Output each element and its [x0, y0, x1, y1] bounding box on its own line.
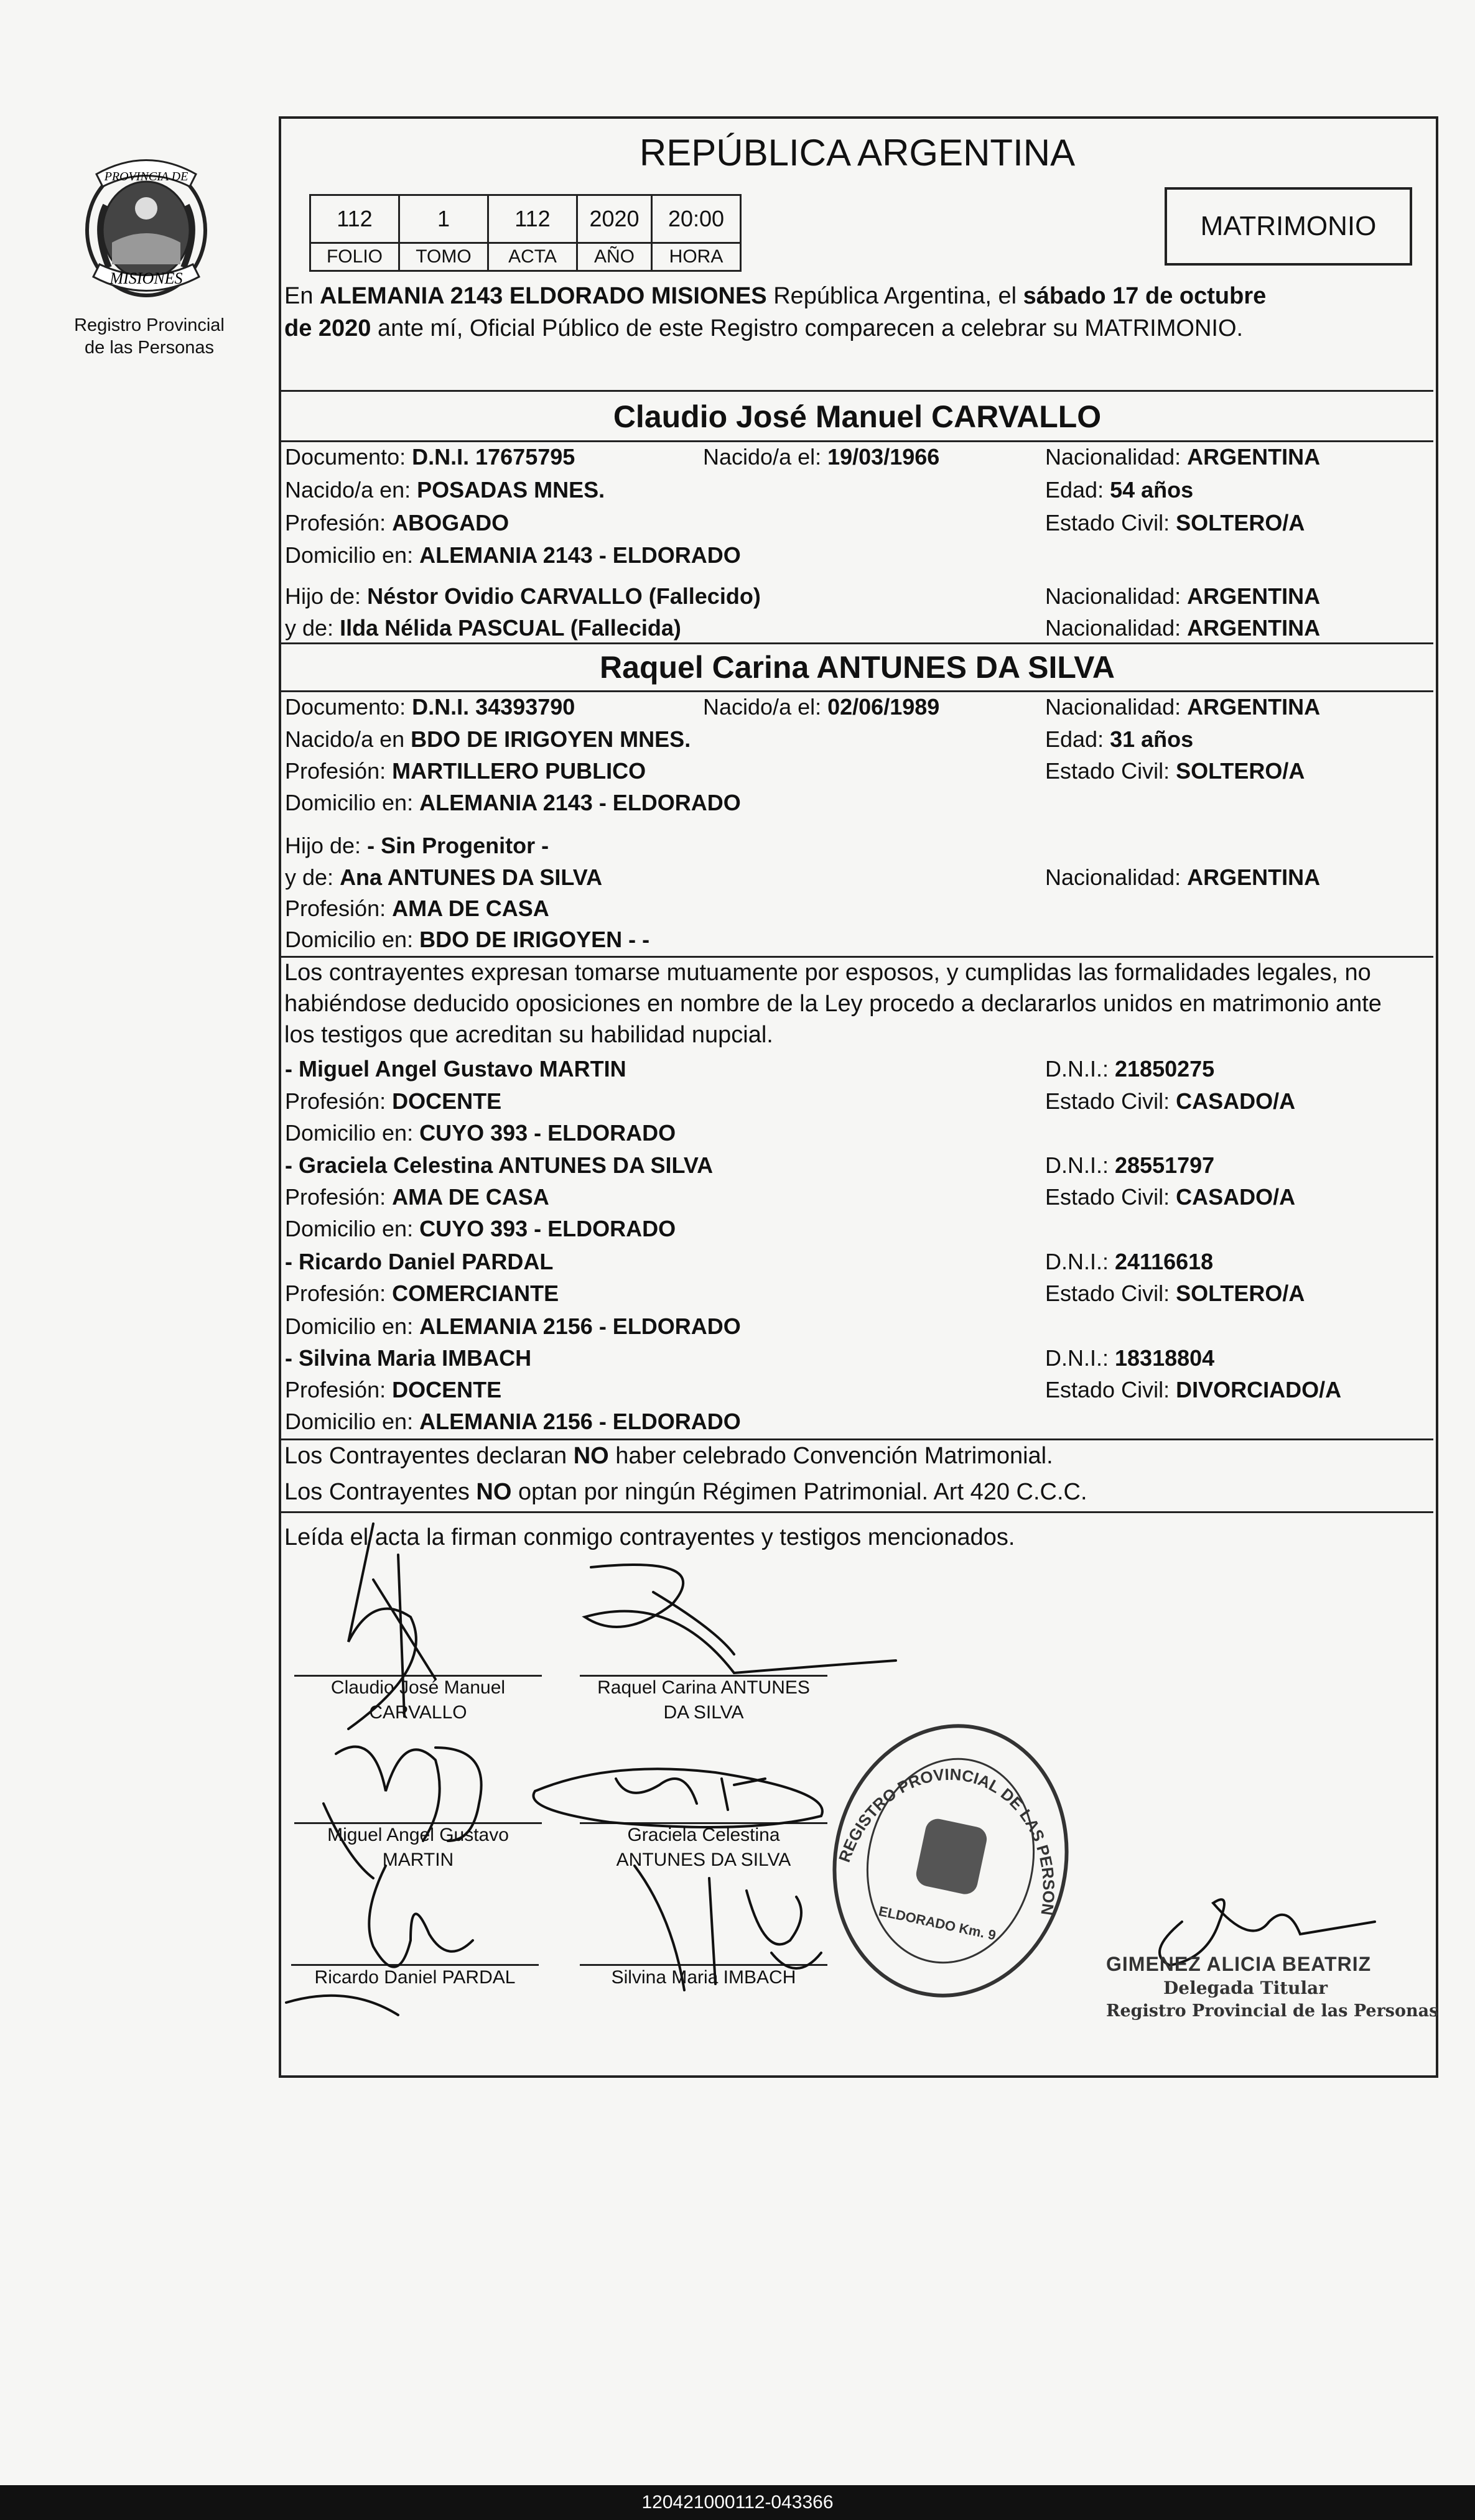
- spouse2-mother-domicile: Domicilio en: BDO DE IRIGOYEN - -: [285, 927, 650, 952]
- document-type-badge: MATRIMONIO: [1165, 187, 1412, 266]
- witness3-dni: D.N.I.: 24116618: [1045, 1249, 1214, 1274]
- witness1-civil-status: Estado Civil: CASADO/A: [1045, 1088, 1296, 1114]
- document-barcode-number: 120421000112-043366: [641, 2492, 834, 2513]
- signature-label-witness3: Ricardo Daniel PARDAL: [314, 1967, 516, 1988]
- declaration-line3: los testigos que acreditan su habilidad nupcial.: [284, 1022, 773, 1048]
- witness4-civil-status: Estado Civil: DIVORCIADO/A: [1045, 1377, 1342, 1402]
- signature-spouse2: [585, 1565, 896, 1673]
- convention-statement: Los Contrayentes declaran NO haber celebrado Convención Matrimonial.: [284, 1443, 1053, 1469]
- spouse2-birth-place: Nacido/a en BDO DE IRIGOYEN MNES.: [285, 726, 691, 752]
- witness1-name: - Miguel Angel Gustavo MARTIN: [285, 1056, 626, 1082]
- ceremony-address: ALEMANIA 2143 ELDORADO MISIONES: [320, 283, 767, 309]
- signature-witness2: [534, 1769, 822, 1827]
- official-stamp: [810, 1704, 1092, 2017]
- spouse1-age: Edad: 54 años: [1045, 477, 1194, 503]
- svg-text:ELDORADO Km. 9: ELDORADO Km. 9: [877, 1903, 998, 1943]
- tomo-label: TOMO: [399, 243, 488, 271]
- ceremony-date: sábado 17 de octubre: [1023, 283, 1267, 309]
- spouse1-name: Claudio José Manuel CARVALLO: [613, 399, 1102, 434]
- witness2-dni: D.N.I.: 28551797: [1045, 1152, 1215, 1178]
- declaration-line1: Los contrayentes expresan tomarse mutuamente por esposos, y cumplidas las formalidades legales, no: [284, 960, 1371, 986]
- witness1-domicile: Domicilio en: CUYO 393 - ELDORADO: [285, 1120, 676, 1146]
- tomo-value: 1: [399, 195, 488, 243]
- spouse2-mother-profession: Profesión: AMA DE CASA: [285, 896, 549, 921]
- spouse1-father: Hijo de: Néstor Ovidio CARVALLO (Fallecido): [285, 583, 761, 609]
- page-title: REPÚBLICA ARGENTINA: [639, 132, 1076, 174]
- registrar-name: GIMENEZ ALICIA BEATRIZ: [1106, 1953, 1372, 1975]
- spouse2-civil-status: Estado Civil: SOLTERO/A: [1045, 758, 1305, 784]
- acta-value: 112: [488, 195, 577, 243]
- witness2-name: - Graciela Celestina ANTUNES DA SILVA: [285, 1152, 714, 1178]
- spouse1-mother-nationality: Nacionalidad: ARGENTINA: [1045, 615, 1321, 641]
- witness4-profession: Profesión: DOCENTE: [285, 1377, 502, 1402]
- spouse1-birth-place: Nacido/a en: POSADAS MNES.: [285, 477, 605, 503]
- logo-caption-line1: Registro Provincial: [74, 315, 225, 335]
- intro-line1: En ALEMANIA 2143 ELDORADO MISIONES República Argentina, el sábado 17 de octubre: [284, 283, 1267, 309]
- hora-value: 20:00: [652, 195, 741, 243]
- spouse1-profession: Profesión: ABOGADO: [285, 510, 510, 535]
- witness2-domicile: Domicilio en: CUYO 393 - ELDORADO: [285, 1216, 676, 1241]
- witness4-dni: D.N.I.: 18318804: [1045, 1345, 1215, 1371]
- signature-label-witness4: Silvina Maria IMBACH: [611, 1967, 796, 1988]
- witness2-profession: Profesión: AMA DE CASA: [285, 1184, 549, 1210]
- spouse1-nationality: Nacionalidad: ARGENTINA: [1045, 444, 1321, 470]
- spouse1-domicile: Domicilio en: ALEMANIA 2143 - ELDORADO: [285, 542, 741, 568]
- signature-label-spouse1: Claudio José Manuel CARVALLO: [330, 1677, 506, 1723]
- signature-witness3: [286, 1866, 473, 2015]
- witness3-profession: Profesión: COMERCIANTE: [285, 1281, 559, 1306]
- registrar-office: Registro Provincial de las Personas: [1106, 2001, 1439, 2021]
- signature-label-witness2: Graciela Celestina ANTUNES DA SILVA: [616, 1825, 791, 1870]
- closing-statement: Leída el acta la firman conmigo contrayentes y testigos mencionados.: [284, 1524, 1015, 1550]
- witness3-name: - Ricardo Daniel PARDAL: [285, 1249, 554, 1274]
- spouse1-mother: y de: Ilda Nélida PASCUAL (Fallecida): [285, 615, 681, 641]
- spouse1-civil-status: Estado Civil: SOLTERO/A: [1045, 510, 1305, 535]
- hora-label: HORA: [652, 243, 741, 271]
- spouse2-nationality: Nacionalidad: ARGENTINA: [1045, 694, 1321, 720]
- declaration-line2: habiéndose deducido oposiciones en nombre de la Ley procedo a declararlos unidos en matrimonio ante: [284, 991, 1382, 1017]
- spouse1-birth-date: Nacido/a el: 19/03/1966: [703, 444, 940, 470]
- spouse1-father-nationality: Nacionalidad: ARGENTINA: [1045, 583, 1321, 609]
- intro-line2: de 2020 ante mí, Oficial Público de este Registro comparecen a celebrar su MATRIMONIO.: [284, 315, 1244, 341]
- witness3-domicile: Domicilio en: ALEMANIA 2156 - ELDORADO: [285, 1313, 741, 1339]
- spouse2-mother-nationality: Nacionalidad: ARGENTINA: [1045, 864, 1321, 890]
- witness4-name: - Silvina Maria IMBACH: [285, 1345, 532, 1371]
- logo-caption-line2: de las Personas: [85, 338, 214, 358]
- seal-text-top: PROVINCIA DE: [104, 170, 188, 183]
- signature-spouse1: [348, 1524, 435, 1729]
- spouse2-mother: y de: Ana ANTUNES DA SILVA: [285, 864, 603, 890]
- spouse1-document: Documento: D.N.I. 17675795: [285, 444, 575, 470]
- signature-witness4: [635, 1866, 821, 1990]
- spouse2-father: Hijo de: - Sin Progenitor -: [285, 833, 549, 858]
- svg-text:REGISTRO PROVINCIAL DE LAS PER: REGISTRO PROVINCIAL DE LAS PERSONAS: [834, 1764, 1059, 1917]
- anio-value: 2020: [577, 195, 652, 243]
- signature-label-spouse2: Raquel Carina ANTUNES DA SILVA: [597, 1677, 810, 1723]
- witness1-profession: Profesión: DOCENTE: [285, 1088, 502, 1114]
- spouse2-document: Documento: D.N.I. 34393790: [285, 694, 575, 720]
- spouse2-age: Edad: 31 años: [1045, 726, 1194, 752]
- spouse2-profession: Profesión: MARTILLERO PUBLICO: [285, 758, 646, 784]
- acta-label: ACTA: [488, 243, 577, 271]
- folio-value: 112: [310, 195, 399, 243]
- spouse2-birth-date: Nacido/a el: 02/06/1989: [703, 694, 940, 720]
- signature-label-witness1: Miguel Angel Gustavo MARTIN: [327, 1825, 509, 1870]
- seal-text-bottom: MISIONES: [109, 269, 183, 287]
- witness1-dni: D.N.I.: 21850275: [1045, 1056, 1215, 1082]
- folio-label: FOLIO: [310, 243, 399, 271]
- anio-label: AÑO: [577, 243, 652, 271]
- spouse2-domicile: Domicilio en: ALEMANIA 2143 - ELDORADO: [285, 790, 741, 815]
- signature-witness1: [323, 1747, 482, 1878]
- spouse2-name: Raquel Carina ANTUNES DA SILVA: [600, 650, 1115, 685]
- registrar-role: Delegada Titular: [1163, 1978, 1328, 1998]
- witness3-civil-status: Estado Civil: SOLTERO/A: [1045, 1281, 1305, 1306]
- patrimonial-regime-statement: Los Contrayentes NO optan por ningún Régimen Patrimonial. Art 420 C.C.C.: [284, 1479, 1087, 1505]
- witness2-civil-status: Estado Civil: CASADO/A: [1045, 1184, 1296, 1210]
- witness4-domicile: Domicilio en: ALEMANIA 2156 - ELDORADO: [285, 1409, 741, 1434]
